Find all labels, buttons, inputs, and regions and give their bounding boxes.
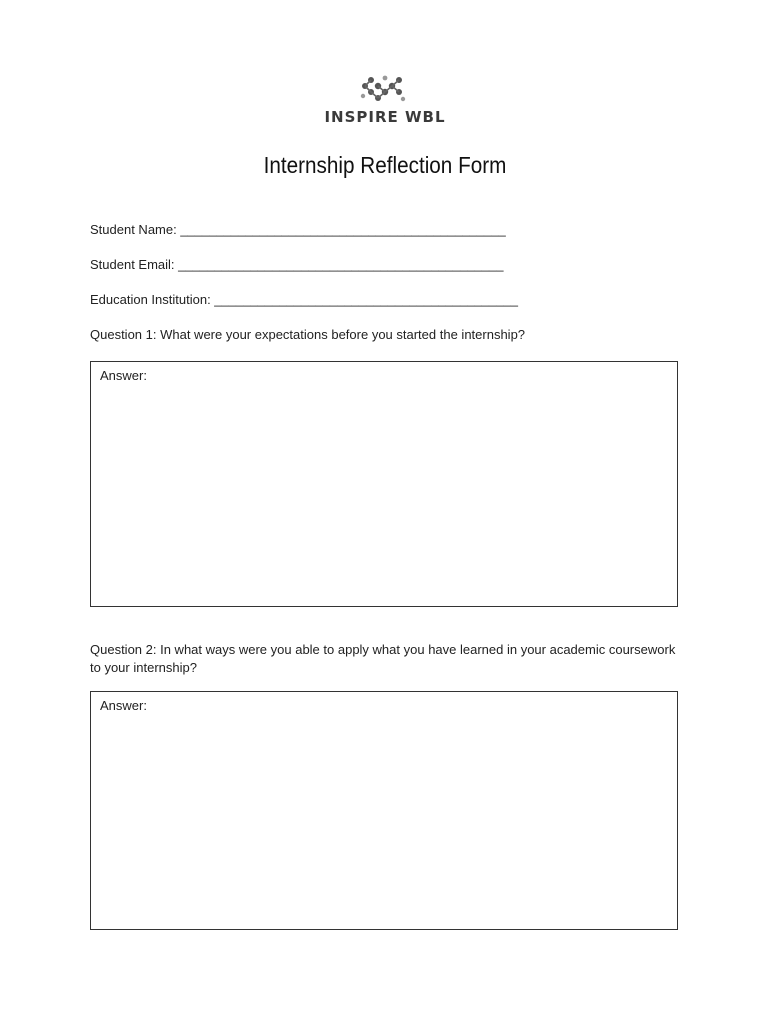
form-title: Internship Reflection Form <box>263 152 507 178</box>
question-1-answer-box[interactable] <box>90 361 678 607</box>
question-2-answer-area[interactable] <box>91 692 677 929</box>
question-2-answer-label: Answer: <box>100 698 147 713</box>
education-institution-field[interactable]: Education Institution: __________________________________________ <box>90 292 518 307</box>
question-1-answer-label: Answer: <box>100 368 147 383</box>
logo-text: INSPIRE WBL <box>324 108 446 126</box>
student-name-field[interactable]: Student Name: _____________________________________________ <box>90 222 506 237</box>
question-2: Question 2: In what ways were you able to apply what you have learned in your academic coursework to your internship? <box>90 642 676 675</box>
network-nodes-icon <box>359 72 407 106</box>
student-email-field[interactable]: Student Email: _____________________________________________ <box>90 257 504 272</box>
question-1-answer-area[interactable] <box>91 362 677 606</box>
question-1: Question 1: What were your expectations before you started the internship? <box>90 327 526 342</box>
inspire-wbl-logo <box>315 72 455 128</box>
question-2-answer-box[interactable] <box>90 691 678 930</box>
